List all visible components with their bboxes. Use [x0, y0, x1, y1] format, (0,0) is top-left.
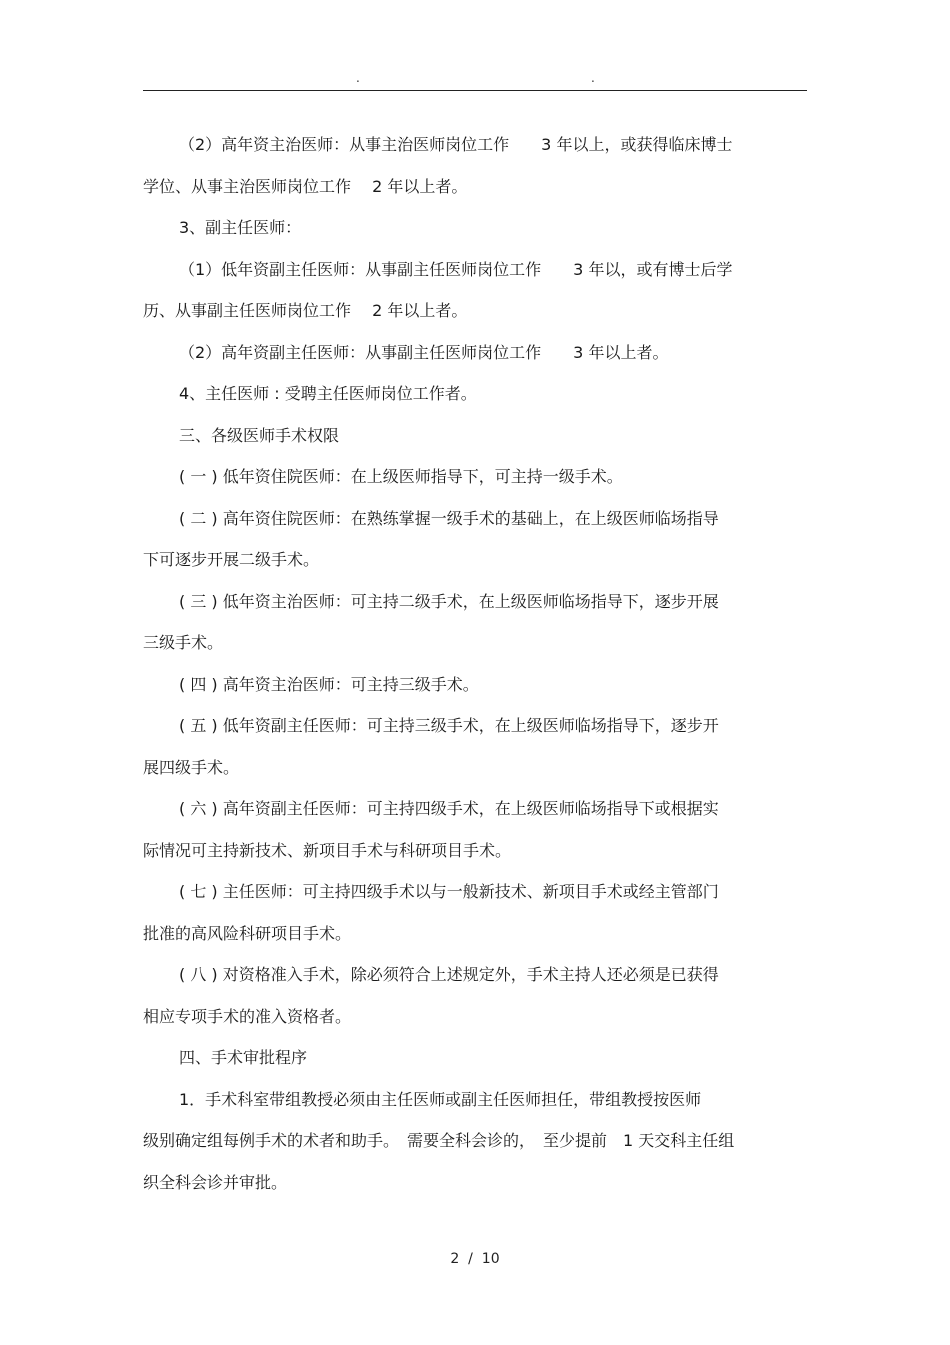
text-line: 织全科会诊并审批。: [143, 1172, 288, 1192]
text-line: 批准的高风险科研项目手术。: [143, 923, 352, 943]
text-line: ( 六 ) 高年资副主任医师：可主持四级手术，在上级医师临场指导下或根据实: [179, 799, 719, 818]
text-line: ( 四 ) 高年资主治医师：可主持三级手术。: [179, 674, 479, 694]
text-line: 下可逐步开展二级手术。: [143, 550, 320, 569]
page-number: 2 / 10: [450, 1251, 500, 1267]
section-heading: 四、手术审批程序: [179, 1048, 308, 1067]
text-line: （2）高年资主治医师：从事主治医师岗位工作 3 年以上，或获得临床博士: [179, 135, 733, 154]
text-line: 历、从事副主任医师岗位工作 2 年以上者。: [143, 301, 468, 320]
text-line: ( 一 ) 低年资住院医师：在上级医师指导下，可主持一级手术。: [179, 467, 623, 486]
header-rule: [143, 90, 807, 91]
text-line: 4、主任医师 : 受聘主任医师岗位工作者。: [179, 384, 477, 403]
text-line: ( 七 ) 主任医师：可主持四级手术以与一般新技术、新项目手术或经主管部门: [179, 882, 719, 901]
text-line: 展四级手术。: [143, 757, 240, 777]
header-dot-right: .: [591, 71, 595, 85]
text-line: 级别确定组每例手术的术者和助手。 需要全科会诊的， 至少提前 1 天交科主任组: [143, 1131, 735, 1150]
text-line: ( 八 ) 对资格准入手术，除必须符合上述规定外，手术主持人还必须是已获得: [179, 965, 719, 984]
text-line: ( 三 ) 低年资主治医师：可主持二级手术，在上级医师临场指导下，逐步开展: [179, 591, 719, 611]
text-line: 学位、从事主治医师岗位工作 2 年以上者。: [143, 176, 468, 196]
text-line: 际情况可主持新技术、新项目手术与科研项目手术。: [143, 840, 512, 860]
text-line: ( 五 ) 低年资副主任医师：可主持三级手术，在上级医师临场指导下，逐步开: [179, 716, 719, 735]
section-heading: 三、各级医师手术权限: [179, 425, 340, 445]
text-line: ( 二 ) 高年资住院医师：在熟练掌握一级手术的基础上，在上级医师临场指导: [179, 508, 719, 528]
text-line: （1）低年资副主任医师：从事副主任医师岗位工作 3 年以，或有博士后学: [179, 259, 733, 279]
text-line: 1．手术科室带组教授必须由主任医师或副主任医师担任，带组教授按医师: [179, 1089, 702, 1109]
text-line: 相应专项手术的准入资格者。: [143, 1006, 352, 1026]
document-body: [143, 124, 807, 1203]
section-heading: 3、副主任医师：: [179, 218, 302, 237]
text-line: （2）高年资副主任医师：从事副主任医师岗位工作 3 年以上者。: [179, 342, 669, 362]
header-dot-left: .: [356, 71, 360, 85]
text-line: 三级手术。: [143, 633, 224, 652]
